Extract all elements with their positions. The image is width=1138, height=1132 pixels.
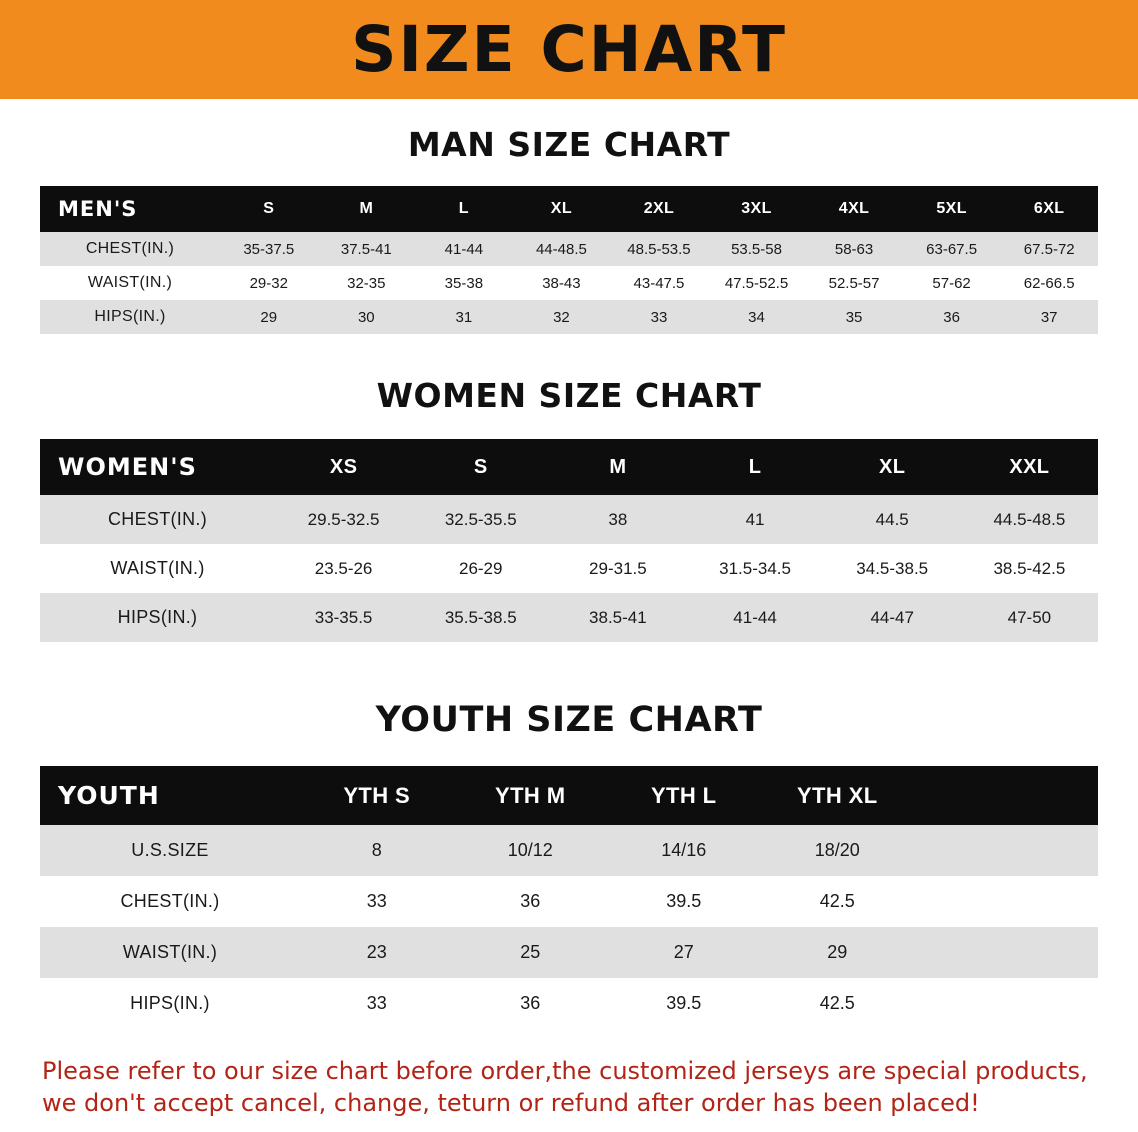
women-cell: 32.5-35.5: [412, 495, 549, 544]
youth-size-table-wrap: [40, 766, 1098, 1029]
man-header-size: 6XL: [1033, 200, 1065, 217]
youth-row-label: CHEST(IN.): [40, 876, 300, 927]
man-cell: 63-67.5: [903, 232, 1001, 266]
youth-cell: 29: [761, 927, 915, 978]
table-row: [40, 544, 1098, 593]
table-row: [40, 300, 1098, 334]
size-chart-banner: [0, 0, 1138, 99]
women-header-size: XXL: [1009, 455, 1050, 478]
man-cell: 44-48.5: [513, 232, 611, 266]
women-cell: 29.5-32.5: [275, 495, 412, 544]
youth-section-title: YOUTH SIZE CHART: [375, 700, 763, 740]
youth-cell: 8: [300, 825, 454, 876]
man-cell: 37: [1000, 300, 1098, 334]
man-header-label: MEN'S: [58, 197, 138, 221]
man-cell: 29-32: [220, 266, 318, 300]
women-section-title: WOMEN SIZE CHART: [376, 376, 762, 415]
youth-cell: 25: [454, 927, 608, 978]
women-cell: 33-35.5: [275, 593, 412, 642]
man-cell: 36: [903, 300, 1001, 334]
page-title: SIZE CHART: [351, 13, 787, 86]
youth-cell: 18/20: [761, 825, 915, 876]
man-cell: 33: [610, 300, 708, 334]
women-cell: 38.5-42.5: [961, 544, 1098, 593]
man-row-label: HIPS(IN.): [40, 300, 220, 334]
youth-table-header: [40, 766, 1098, 825]
youth-cell-spacer: [914, 978, 1098, 1029]
women-row-label: WAIST(IN.): [40, 544, 275, 593]
man-header-size: 2XL: [643, 200, 675, 217]
man-cell: 35: [805, 300, 903, 334]
man-table-body: [40, 232, 1098, 334]
youth-cell: 33: [300, 876, 454, 927]
man-cell: 53.5-58: [708, 232, 806, 266]
man-cell: 30: [318, 300, 416, 334]
youth-cell: 42.5: [761, 876, 915, 927]
man-header-size: 4XL: [838, 200, 870, 217]
youth-header-label: YOUTH: [58, 781, 160, 810]
youth-cell: 36: [454, 876, 608, 927]
youth-cell: 33: [300, 978, 454, 1029]
man-row-label: WAIST(IN.): [40, 266, 220, 300]
man-header-size: XL: [550, 200, 573, 217]
youth-table-body: [40, 825, 1098, 1029]
youth-header-spacer: [914, 766, 1098, 825]
youth-size-table: [40, 766, 1098, 1029]
youth-header-size: YTH XL: [796, 782, 878, 808]
man-cell: 57-62: [903, 266, 1001, 300]
table-row: [40, 978, 1098, 1029]
table-header-row: [40, 186, 1098, 232]
women-cell: 41: [686, 495, 823, 544]
man-cell: 58-63: [805, 232, 903, 266]
women-size-table: [40, 439, 1098, 642]
man-cell: 38-43: [513, 266, 611, 300]
youth-cell: 36: [454, 978, 608, 1029]
women-header-size: XL: [879, 455, 906, 478]
women-cell: 26-29: [412, 544, 549, 593]
man-cell: 31: [415, 300, 513, 334]
youth-cell-spacer: [914, 825, 1098, 876]
table-row: [40, 593, 1098, 642]
man-header-size: S: [263, 200, 275, 217]
man-header-size: 3XL: [741, 200, 772, 217]
women-row-label: CHEST(IN.): [40, 495, 275, 544]
women-header-size: S: [473, 455, 488, 478]
man-cell: 32-35: [318, 266, 416, 300]
man-cell: 41-44: [415, 232, 513, 266]
youth-cell: 39.5: [607, 876, 761, 927]
disclaimer-line-1: Please refer to our size chart before order,the customized jerseys are special products,: [42, 1057, 1088, 1085]
women-header-label: WOMEN'S: [58, 453, 197, 481]
table-row: [40, 232, 1098, 266]
women-header-size: M: [609, 455, 627, 478]
women-cell: 41-44: [686, 593, 823, 642]
man-cell: 29: [220, 300, 318, 334]
man-size-table: [40, 186, 1098, 334]
women-header-size: L: [748, 455, 762, 478]
youth-row-label: HIPS(IN.): [40, 978, 300, 1029]
women-cell: 47-50: [961, 593, 1098, 642]
youth-cell-spacer: [914, 927, 1098, 978]
man-header-size: M: [359, 200, 374, 217]
youth-cell-spacer: [914, 876, 1098, 927]
youth-row-label: WAIST(IN.): [40, 927, 300, 978]
youth-row-label: U.S.SIZE: [40, 825, 300, 876]
women-cell: 38.5-41: [549, 593, 686, 642]
man-cell: 62-66.5: [1000, 266, 1098, 300]
man-table-header: [40, 186, 1098, 232]
table-row: [40, 495, 1098, 544]
table-header-row: [40, 766, 1098, 825]
man-cell: 47.5-52.5: [708, 266, 806, 300]
disclaimer-note: [42, 1055, 1096, 1120]
youth-header-size: YTH L: [650, 782, 717, 808]
table-header-row: [40, 439, 1098, 495]
women-cell: 44.5: [824, 495, 961, 544]
women-cell: 29-31.5: [549, 544, 686, 593]
youth-cell: 27: [607, 927, 761, 978]
man-size-table-wrap: [40, 186, 1098, 334]
women-cell: 38: [549, 495, 686, 544]
women-cell: 31.5-34.5: [686, 544, 823, 593]
table-row: [40, 266, 1098, 300]
youth-cell: 14/16: [607, 825, 761, 876]
women-cell: 35.5-38.5: [412, 593, 549, 642]
man-section-title: MAN SIZE CHART: [407, 125, 731, 164]
disclaimer-line-2: we don't accept cancel, change, teturn or refund after order has been placed!: [42, 1089, 980, 1118]
women-cell: 23.5-26: [275, 544, 412, 593]
women-table-body: [40, 495, 1098, 642]
women-table-header: [40, 439, 1098, 495]
man-cell: 43-47.5: [610, 266, 708, 300]
man-header-size: L: [458, 200, 469, 217]
man-row-label: CHEST(IN.): [40, 232, 220, 266]
table-row: [40, 876, 1098, 927]
man-cell: 67.5-72: [1000, 232, 1098, 266]
women-cell: 44-47: [824, 593, 961, 642]
man-cell: 34: [708, 300, 806, 334]
table-row: [40, 927, 1098, 978]
man-cell: 35-37.5: [220, 232, 318, 266]
youth-cell: 10/12: [454, 825, 608, 876]
women-cell: 44.5-48.5: [961, 495, 1098, 544]
man-cell: 32: [513, 300, 611, 334]
table-row: [40, 825, 1098, 876]
women-cell: 34.5-38.5: [824, 544, 961, 593]
man-cell: 48.5-53.5: [610, 232, 708, 266]
women-row-label: HIPS(IN.): [40, 593, 275, 642]
man-cell: 37.5-41: [318, 232, 416, 266]
youth-cell: 23: [300, 927, 454, 978]
youth-header-size: YTH M: [495, 782, 566, 808]
man-cell: 35-38: [415, 266, 513, 300]
women-header-size: XS: [329, 455, 358, 478]
youth-header-size: YTH S: [343, 782, 411, 808]
man-header-size: 5XL: [936, 200, 967, 217]
youth-cell: 39.5: [607, 978, 761, 1029]
women-size-table-wrap: [40, 439, 1098, 642]
man-cell: 52.5-57: [805, 266, 903, 300]
youth-cell: 42.5: [761, 978, 915, 1029]
